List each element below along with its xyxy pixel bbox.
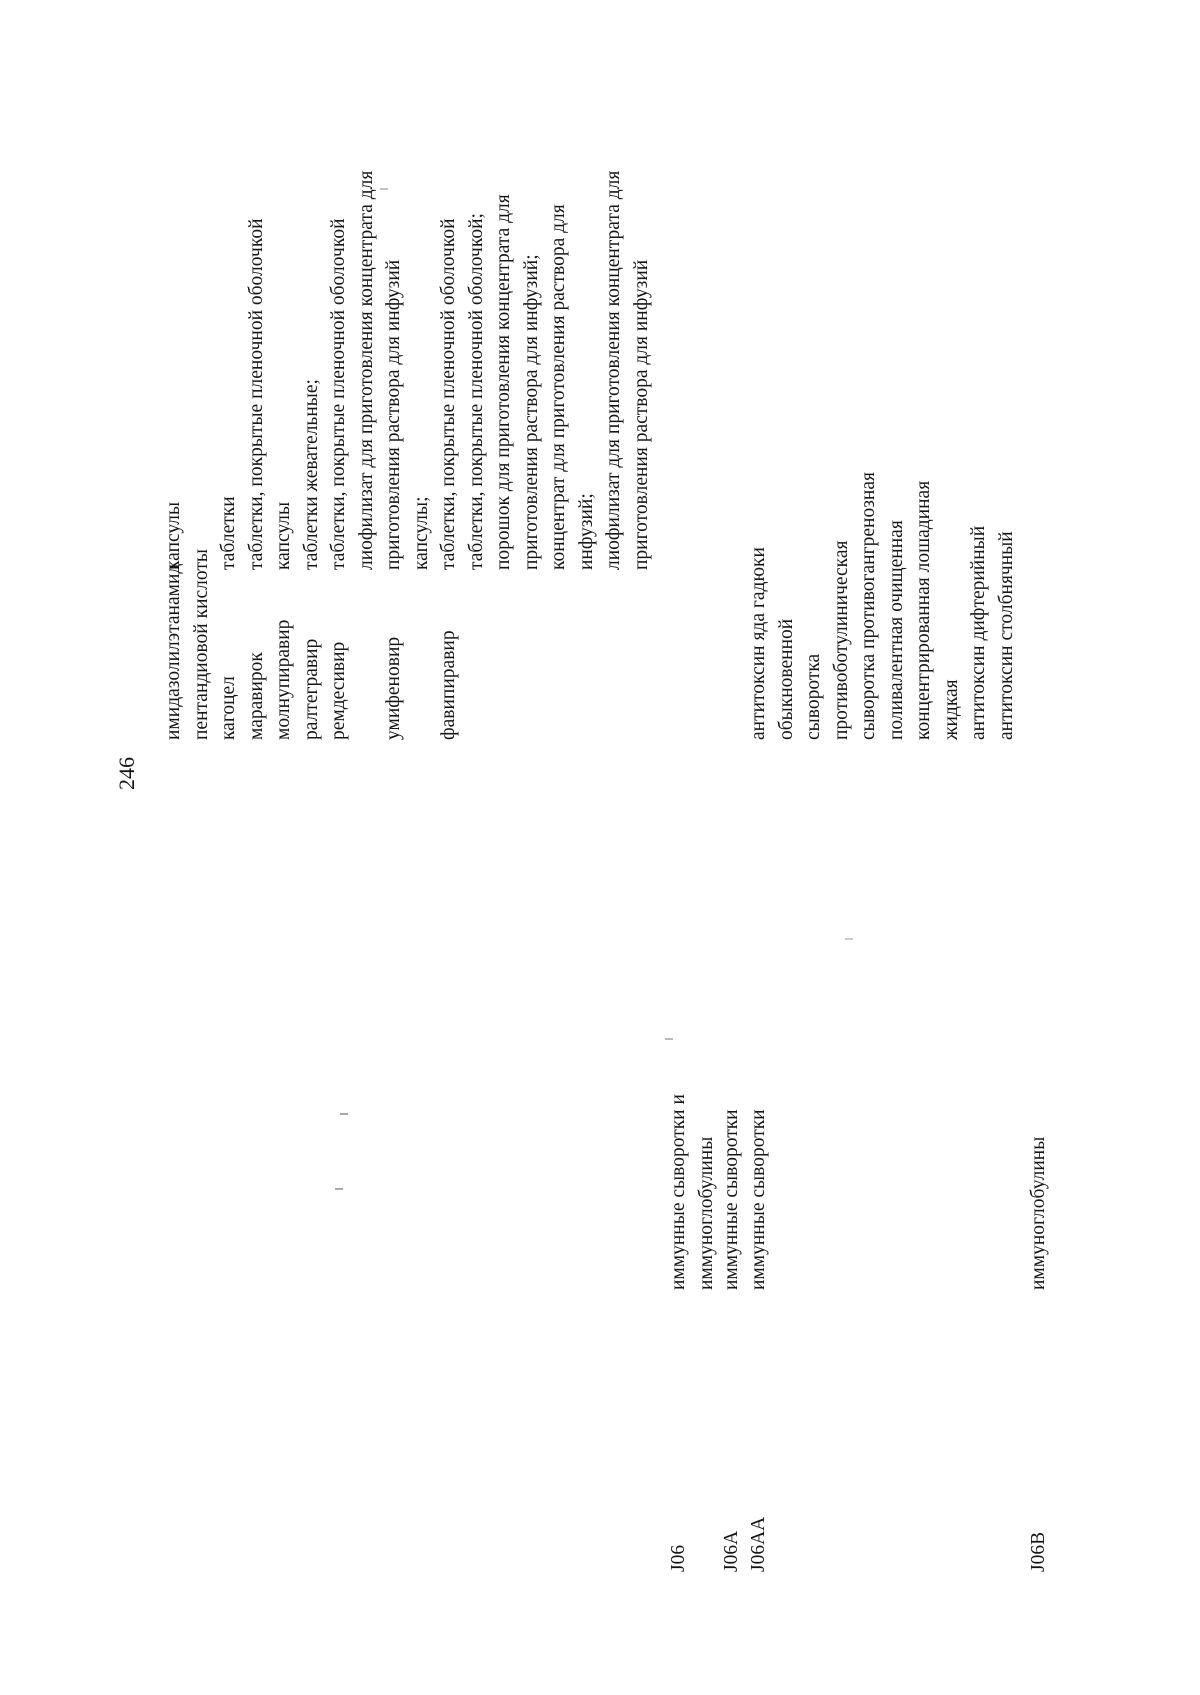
inn-item: умифеновир (383, 636, 404, 740)
serum-item: поливалентная очищенная (885, 520, 907, 740)
dosage-forms-list (160, 171, 655, 570)
dosage-form: капсулы (273, 501, 294, 570)
serum-item: антитоксин столбнячный (995, 531, 1017, 740)
scan-speck (335, 1188, 343, 1190)
atc-group-name (665, 1094, 720, 1290)
atc-group-name: иммунные сыворотки (748, 1109, 769, 1290)
dosage-form: приготовления раствора для инфузий (383, 259, 404, 570)
serum-item: концентрированная лошадиная (913, 480, 934, 740)
serum-item: жидкая (940, 679, 962, 740)
serum-item: антитоксин яда гадюки (748, 547, 769, 740)
atc-code: J06B (1028, 1531, 1049, 1572)
sera-list (745, 472, 1020, 740)
dosage-form: лиофилизат для приготовления концентрата для (355, 170, 377, 570)
serum-item: сыворотка противогангренозная (858, 472, 879, 740)
dosage-form-spacer (188, 171, 216, 570)
atc-code: J06A (721, 1530, 742, 1572)
scan-speck (380, 188, 388, 190)
atc-code: J06 (668, 1544, 689, 1572)
serum-item: обыкновенной (775, 618, 797, 740)
atc-group-name: иммуноглобулины (1028, 1136, 1049, 1290)
dosage-form: инфузий; (575, 493, 597, 570)
inn-item: ралтегравир (300, 638, 322, 740)
dosage-form: таблетки, покрытые пленочной оболочкой (328, 218, 349, 570)
atc-code: J06AA (748, 1516, 769, 1572)
dosage-form: капсулы (163, 501, 184, 570)
atc-group-name: иммунные сыворотки (721, 1109, 742, 1290)
serum-item: сыворотка (803, 653, 824, 740)
inn-list-antivirals (160, 549, 325, 740)
dosage-form: приготовления раствора для инфузий; (520, 254, 542, 570)
group-line: иммунные сыворотки и (668, 1094, 689, 1290)
inn-item: фавипиравир (438, 630, 459, 740)
dosage-form: капсулы; (410, 496, 432, 570)
dosage-form: приготовления раствора для инфузий (630, 259, 652, 570)
inn-item: маравирок (245, 652, 267, 740)
page-number: 246 (114, 757, 139, 790)
inn-item: имидазолилэтанамид (163, 563, 184, 740)
dosage-form: таблетки жевательные; (300, 379, 322, 570)
dosage-form: таблетки, покрытые пленочной оболочкой; (465, 213, 487, 570)
inn-item: молнупиравир (273, 619, 294, 740)
scan-speck (665, 1038, 673, 1040)
serum-item: антитоксин дифтерийный (968, 525, 989, 740)
dosage-form: таблетки, покрытые пленочной оболочкой (245, 218, 267, 570)
inn-item-umifenovir (380, 637, 408, 740)
scan-speck (340, 1113, 348, 1115)
scan-speck (845, 938, 853, 940)
rotated-document-page (0, 20, 1160, 1660)
group-line: иммуноглобулины (695, 1136, 717, 1290)
inn-item-remdesivir (325, 642, 353, 740)
dosage-form: порошок для приготовления концентрата для (493, 194, 514, 570)
dosage-form: таблетки (218, 496, 239, 570)
inn-item: ремдесивир (328, 641, 349, 740)
dosage-form: таблетки, покрытые пленочной оболочкой (438, 218, 459, 570)
inn-item-favipiravir (435, 630, 463, 740)
inn-item: кагоцел (218, 676, 239, 740)
dosage-form: лиофилизат для приготовления концентрата для (603, 170, 624, 570)
dosage-form: концентрат для приготовления раствора для (548, 204, 569, 570)
inn-item: пентандиовой кислоты (190, 548, 212, 740)
serum-item: противоботулиническая (830, 540, 852, 740)
